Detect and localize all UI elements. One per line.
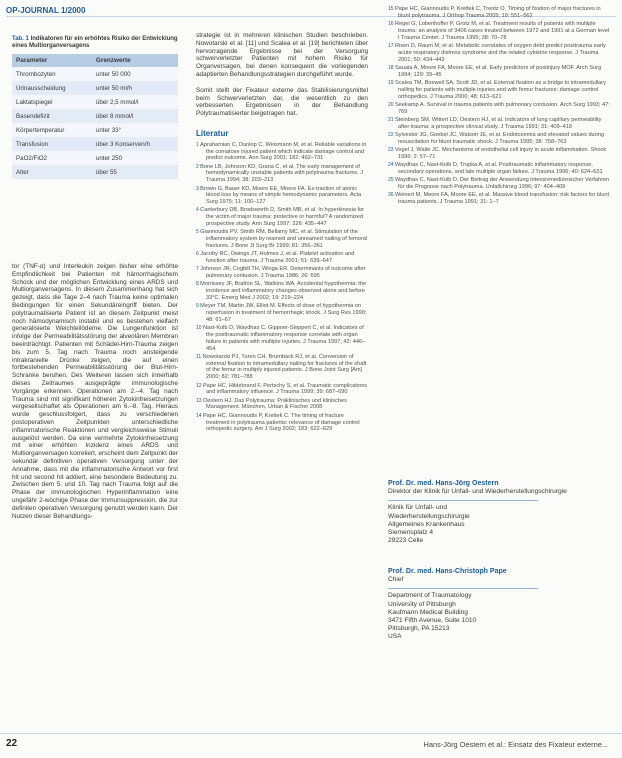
reference-number: 13 [196, 397, 203, 404]
reference-number: 18 [388, 64, 395, 71]
reference-number: 3 [196, 185, 201, 192]
address-line: Pittsburgh, PA 15213 [388, 625, 450, 633]
reference-number: 9 [196, 303, 201, 310]
reference-text: Scalea TM, Boswell SA, Scott JD, et al. External fixation as a bridge to intramedullary nailing for patients with multiple injuries and with femur fractures: damage control orthopedics. J Trauma 2000; 48: 613–621 [394, 79, 606, 100]
address-line: Wiederherstellungschirurgie [388, 512, 470, 520]
reference-number: 26 [388, 192, 395, 199]
reference-text: Jacoby RC, Owings JT, Holmes J, et al. Platelet activation and function after trauma. J Trauma 2001; 51: 639–647 [200, 251, 355, 265]
table-cell-threshold: über 55 [92, 165, 178, 179]
reference-item [388, 132, 610, 146]
address-line: University of Pittsburgh [388, 600, 456, 608]
reference-number: 2 [196, 163, 201, 170]
reference-text: Brown G, Bauer KD, Moore EE, Moore FA. Ex-traction of atonic blood loss by means of simple hemodynamic parameters. Acta Surg 1975; 11: 100–127 [200, 185, 362, 206]
table-cell-parameter: Laktatspiegel [12, 95, 92, 109]
reference-item [196, 303, 368, 323]
table-row [12, 81, 178, 95]
author1-address [388, 504, 588, 545]
reference-item [196, 142, 368, 162]
reference-item [196, 251, 368, 265]
author2-role: Chief [388, 576, 404, 584]
table-cell-parameter: Körpertemperatur [12, 123, 92, 137]
reference-item [196, 383, 368, 397]
table-cell-parameter: PaO2/FiO2 [12, 151, 92, 165]
reference-item [196, 413, 368, 433]
author-block-2 [388, 568, 588, 642]
reference-text: Morrissey JF, Bratton SL, Watkins WA. Accidental hypothermia: the incidence and inflammatory changes observed alone and before 33°C. Emerg Med J 2002; 19: 219–224 [200, 281, 367, 301]
reference-item [388, 117, 610, 131]
table-header-threshold: Grenzwerte [92, 54, 178, 67]
reference-number: 16 [388, 21, 395, 28]
reference-text: Meyer TM, Martin JW, Elliot M. Effects of dose of hypothermia on reperfusion in treatment of hemorrhagic shock. J Surg Res 1990; 48: 61–67 [200, 303, 367, 323]
reference-text: Vogel J, Waite JC. Mechanisms of endothelial cell injury in acute inflammation. Shock 1996; 2: 57–71 [394, 147, 607, 160]
column-2 [196, 32, 368, 435]
table-cell-threshold: über 2,5 mmol/l [92, 95, 178, 109]
author2-divider [388, 588, 538, 589]
reference-number: 19 [388, 79, 395, 86]
reference-number: 21 [388, 116, 395, 123]
table-cell-threshold: unter 50 ml/h [92, 81, 178, 95]
reference-number: 5 [196, 229, 201, 236]
reference-item [196, 266, 368, 280]
address-line: Klinik für Unfall- und [388, 504, 448, 512]
page-number: 22 [6, 738, 18, 749]
reference-item [388, 43, 610, 63]
author2-name: Prof. Dr. med. Hans-Christoph Pape [388, 568, 507, 575]
author2-address [388, 592, 588, 641]
table-row [12, 151, 178, 165]
reference-item [388, 192, 610, 206]
table-cell-threshold: über 3 Konserven/h [92, 137, 178, 151]
reference-item [196, 186, 368, 206]
address-line: Siemensplatz 4 [388, 529, 434, 537]
reference-number: 1 [196, 141, 201, 148]
reference-number: 4 [196, 207, 201, 214]
reference-number: 14 [196, 412, 203, 419]
reference-number: 6 [196, 251, 201, 258]
reference-item [196, 207, 368, 227]
footer-divider [0, 733, 622, 734]
literature-heading: Literatur [196, 128, 229, 138]
reference-text: Canterbury DB, Brodsworth D, Smith MB, et al. In hyperkinesia for the victim of major trauma: protective or harmful? A randomized prospective study. Ann Surg 1997; 226: 435–447 [200, 207, 365, 228]
reference-text: Pape HC, Hildebrand F, Pertschy S, et al. Traumatic complications and inflammatory influence. J Trauma 1999; 39: 687–690 [202, 382, 368, 396]
table-row [12, 109, 178, 123]
reference-item [388, 80, 610, 100]
reference-number: 7 [196, 266, 201, 273]
reference-text: Weinert M, Moore FA, Moore EE, et al. Massive blood transfusion: risk factors for blunt trauma patients. J Trauma 1991; 31: 1–7 [394, 192, 610, 206]
address-line: 29223 Celle [388, 537, 424, 545]
table-header-parameter: Parameter [12, 54, 92, 67]
body-text-col1: tor (TNF-α) und Interleukin zeigen bisher eine erhöhte Empfindlichkeit bei Patienten mit hämorrhagischem Schock und der möglichen Entwicklung eines ARDS und Multiorganversagens. In diesem Zusammenhang hat sich gezeigt, dass die Tage 2–4 nach Trauma keine optimalen Bedingungen für einen Sekundäreingriff bieten. Der polytraumatisierte Patient ist an diesem Zeitpunkt meist noch hämodynamisch instabil und es bestehen vielfach generalisierte Weichteilödeme. Die Lungenfunktion ist infolge der Permeabilitätsstörung der alveolären Membran beeinträchtigt. Patienten mit Schädel-Hirn-Trauma zeigen bis zum 5. Tag nach Trauma noch ansteigende intrakranielle Drücke zeigen, die auf einen fortbestehenden Permeabilitätsstörung der Blut-Hirn-Schranke beruhen. Des Weiteren lassen sich innerhalb dieses Zeitraumes ausgeprägte immunologische Vorgänge erkennen. Operationen am 2.–4. Tag nach Trauma sind mit signifikant höheren Zytokinfreisetzungen vergesellschaftet als Operationen am 6.–8. Tag. Hieraus wurde geschlussfolgert, dass zu verschiedenen postoperativen Zeitpunkten unterschiedliche inflammatorische Reaktionen und vergleichsweise Stimuli ausgelöst werden. Da eine vermehrte Zytokinfreisetzung mit einer erhöhten Inzidenz eines ARDS und Multiorganversagen korreliert, erscheint dem Zeitpunkt der sekundär definitiven operativen Versorgung unter der Annahme, dass mit die inflammatorische Antwort vor first hit und second hit addiert, eine besondere Bedeutung zu. Zwischen dem 5. und 10. Tag nach Trauma folgt auf die Phase der immunologischen Hyperinflammation eine ungefähr 2-wöchige Phase der Immunsuppression, die zur definiten operativen Versorgung genutzt werden kann. Der Nutzen dieser Behandlungs- [12, 263, 178, 520]
reference-text: Sauaia A, Moore FA, Moore EE, et al. Early predictors of postinjury MOF. Arch Surg 1994; 129: 39–45 [394, 64, 602, 78]
reference-number: 22 [388, 132, 395, 139]
table-cell-parameter: Alter [12, 165, 92, 179]
reference-item [388, 6, 610, 20]
table-row [12, 123, 178, 137]
table-cell-threshold: unter 33° [92, 123, 178, 137]
address-line: USA [388, 633, 402, 641]
column-3 [388, 6, 610, 208]
table-row [12, 137, 178, 151]
author1-divider [388, 500, 538, 501]
table-grid [12, 54, 178, 179]
reference-text: Nast-Kolb D, Waydhas C, Gippner-Steppert C, et al. Indicators of the posttraumatic inflammatory response correlate with organ failure in patients with multiple injuries. J Trauma 1997; 42: 446–454 [202, 325, 366, 352]
reference-item [196, 398, 368, 412]
reference-number: 8 [196, 281, 201, 288]
reference-text: Seekamp A. Survival in trauma patients with pulmonary contusion. Arch Surg 1993; 47: 769 [394, 101, 610, 115]
reference-item [388, 177, 610, 191]
table-row [12, 67, 178, 81]
reference-text: Giannoudis PV, Smith RM, Bellamy MC, et al. Stimulation of the inflammatory system by reamed and unreamed nailing of femoral fractures. J Bone Jt Surg Br 1999; 81: 356–361 [200, 229, 368, 249]
reference-item [388, 147, 610, 161]
address-line: Allgemeines Krankenhaus [388, 520, 465, 528]
table-caption-text: Indikatoren für ein erhöhtes Risiko der Entwicklung eines Multiorganversagens [12, 36, 178, 49]
references-list-col2 [196, 142, 368, 433]
address-line: Kaufmann Medical Building [388, 608, 468, 616]
author1-name: Prof. Dr. med. Hans-Jörg Oestern [388, 480, 499, 487]
reference-text: Regel G, Lobenhoffer P, Grotz M, et al. Treatment results of patients with multiple trauma: an analysis of 3406 cases treated between 1972 and 1991 at a German level I Trauma Center. J Trauma 1995; 38: 70–78 [394, 21, 610, 41]
reference-text: Bone LB, Johnson KD, Grana C, et al. The early management of hemodynamically unstable patients with polytrauma fractures. J Trauma 1994; 38: 203–213 [200, 163, 364, 184]
table-cell-threshold: unter 50 000 [92, 67, 178, 81]
reference-text: Johnson JR, Cogbill TH, Winga ER. Determinants of outcome after pulmonary contusion. J Trauma 1986; 26: 695 [200, 266, 366, 280]
table-cell-threshold: über 8 mmol/l [92, 109, 178, 123]
col2-paragraph-1: strategie ist in mehreren klinischen Studien beschrieben. Nowotarski et al. [11] und Scalea et al. [19] berichteten über hervorragende Ergebnisse bei der Versorgung schwerverletzter Patienten mit hohem Risiko für Organversagen, bei denen konsequent die vorliegenden adaptierten Behandlungsstrategien durchgeführt wurde. [196, 32, 368, 78]
reference-text: Pape HC, Giannoudis P, Krettek C, Trentz O. Timing of fixation of major fractures in blunt polytrauma. J Orthop Trauma 2005; 19: 551–562 [394, 6, 601, 19]
reference-item [196, 354, 368, 381]
table-cell-parameter: Thrombozyten [12, 67, 92, 81]
table-row [12, 95, 178, 109]
table-caption [12, 36, 178, 50]
reference-number: 12 [196, 382, 203, 389]
table-cell-threshold: unter 250 [92, 151, 178, 165]
reference-text: Oestern HJ. Das Polytrauma: Präklinisches und klinisches Management. München, Urban & Fischer 2008 [202, 397, 347, 411]
reference-text: Steinberg SM. Wittert LD, Oestern HJ, et al. Indicators of lung capillary permeability after trauma: a prospective clinical study. J Trauma 1991; 31: 409–418 [394, 116, 602, 130]
reference-number: 24 [388, 162, 395, 169]
reference-text: Waydhas C, Nast-Kolb D. Der Beitrag der Anwendung intensivmedizinischer Verfahren für die Prognose nach Polytrauma. Unfallchirurg 1996; 97: 404–409 [394, 177, 610, 191]
reference-item [388, 65, 610, 79]
address-line: 3471 Fifth Avenue, Suite 1010 [388, 617, 477, 625]
table-cell-parameter: Basendefizit [12, 109, 92, 123]
table-body [12, 67, 178, 179]
reference-text: Pape HC, Giannoudis P, Krettek C. The timing of fracture treatment in polytrauma patients: relevance of damage control orthopedic surgery. Am J Surg 2002; 183: 622–629 [202, 412, 360, 433]
running-footer: Hans-Jörg Oestern et al.: Einsatz des Fixateur externe... [423, 740, 608, 749]
col2-paragraph-2: Somit stellt der Fixateur externe das Stabilisierungsmittel beim Schwerverletzten dar, die wesentlich zu den verbesserten Ergebnissen in der Behandlung Polytraumatisierter beigetragen hat. [196, 86, 368, 118]
reference-item [388, 102, 610, 116]
reference-number: 17 [388, 42, 395, 49]
journal-header: OP-JOURNAL 1/2000 [6, 6, 86, 15]
author1-role: Direktor der Klinik für Unfall- und Wiederherstellungschirurgie [388, 488, 567, 496]
reference-number: 15 [388, 6, 395, 12]
address-line: Department of Traumatology [388, 592, 472, 600]
reference-text: Aprahamian C, Dunlop C, Weismann M, et al. Reliable variations in the comatose injured patient which indicate damage control and predict outcome. Ann Surg 2001; 182: 492–731 [200, 141, 367, 162]
reference-text: Rixen D, Raum M, et al. Metabolic correlates of oxygen debt predict posttrauma early acute respiratory distress syndrome and the related cytokine response. J Trauma 2001; 50: 434–442 [394, 42, 606, 63]
table-cell-parameter: Transfusion [12, 137, 92, 151]
reference-number: 23 [388, 147, 395, 154]
reference-item [196, 164, 368, 184]
reference-text: Waydhas C, Nast-Kolb D, Trupka A, et al. Posttraumatic inflammatory response, secondary operations, and late multiple organ failure. J Trauma 1996; 40: 624–631 [394, 162, 603, 176]
reference-item [196, 325, 368, 352]
table-cell-parameter: Urinausscheidung [12, 81, 92, 95]
reference-number: 25 [388, 177, 395, 184]
reference-item [196, 281, 368, 301]
reference-number: 11 [196, 353, 203, 360]
reference-item [196, 229, 368, 249]
reference-item [388, 21, 610, 41]
reference-number: 20 [388, 101, 395, 108]
table-caption-prefix: Tab. 1 [12, 36, 29, 42]
reference-text: Nowotarski PJ, Turen CH, Brumback RJ, et al. Conversion of external fixation to intramedullary nailing for fractures of the shaft of the femur in multiply injured patients. J Bone Joint Surg [Am] 2000; 82: 781–788 [202, 353, 367, 381]
reference-text: Sylvester JG, Goebel JC, Watson JE, et al. Endotoxemia and elevated values during resuscitation for blunt traumatic shock. J Trauma 1995; 38: 758–763 [394, 132, 604, 145]
reference-number: 10 [196, 325, 203, 332]
risk-table [12, 36, 178, 179]
reference-item [388, 162, 610, 176]
table-row [12, 165, 178, 179]
author-block-1 [388, 480, 588, 545]
references-list-col3 [388, 6, 610, 206]
